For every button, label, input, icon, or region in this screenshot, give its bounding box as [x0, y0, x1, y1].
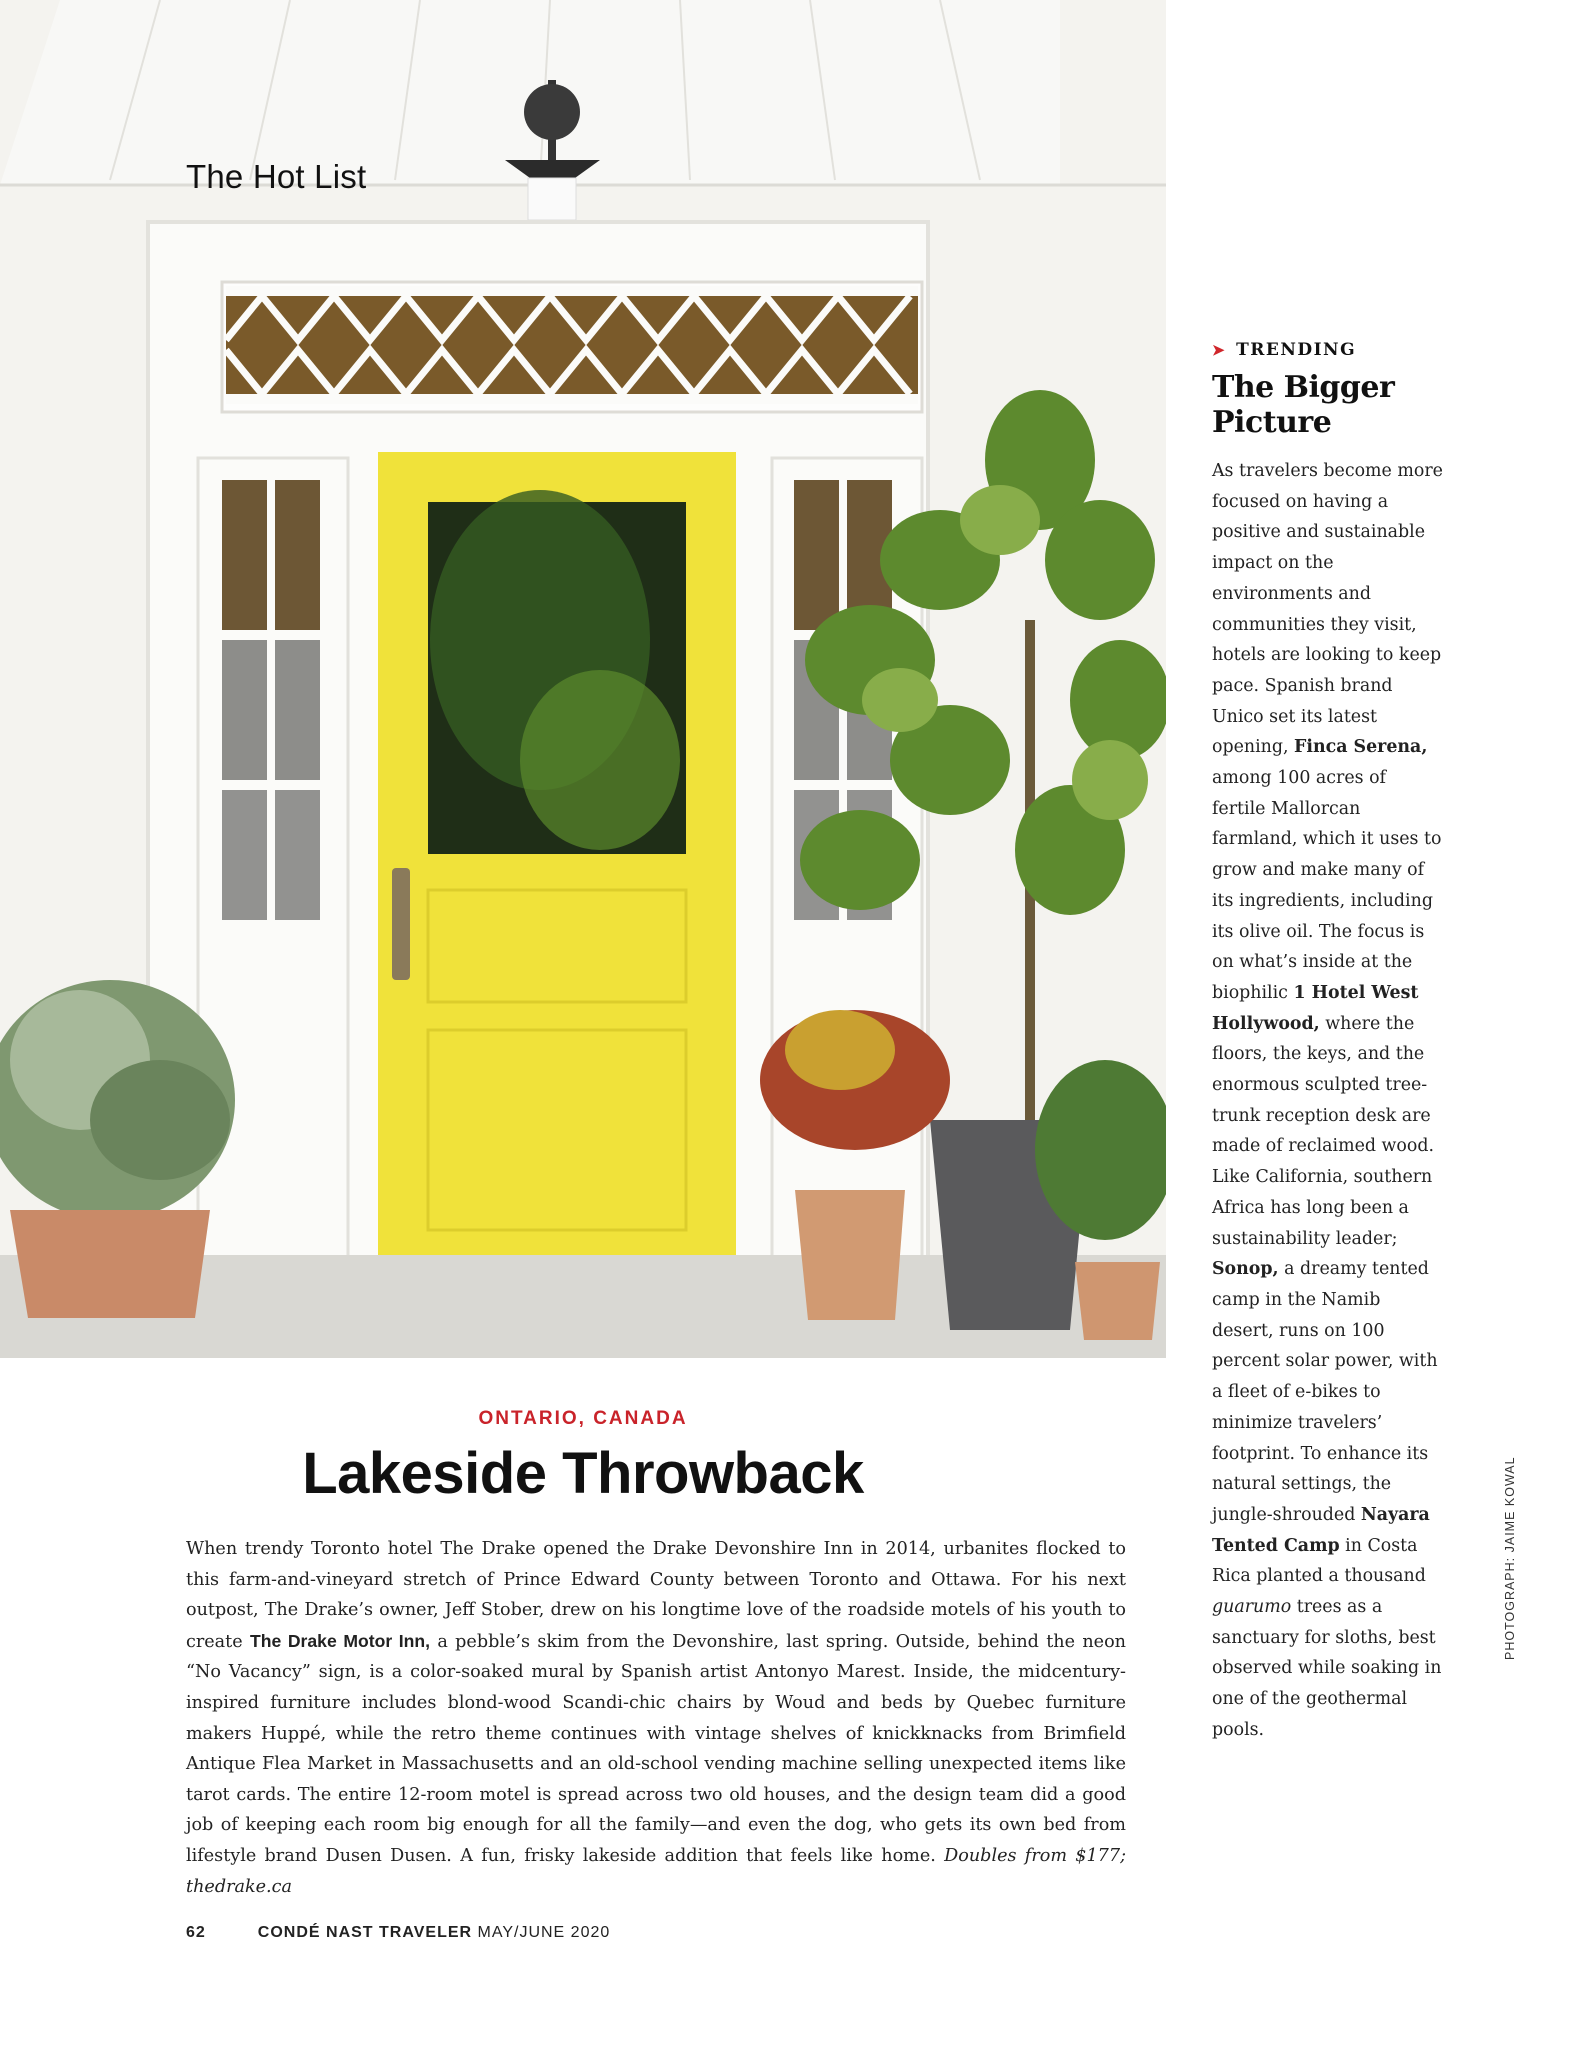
italic-term: guarumo	[1212, 1597, 1292, 1618]
sidebar	[1212, 340, 1444, 1746]
body-text: a dreamy tented camp in the Namib desert, runs on 100 percent solar power, with a fleet of e-bikes to minimize travelers’ footprint. To enhance its natural settings, the jungle-shrouded	[1212, 1259, 1438, 1525]
article-body	[186, 1534, 1126, 1902]
title-line-1: The Bigger	[1212, 370, 1395, 405]
article-headline: Lakeside Throwback	[302, 1441, 864, 1506]
arrow-icon: ➤	[1212, 341, 1227, 359]
hotel-name: Finca Serena,	[1294, 737, 1428, 758]
section-label: The Hot List	[186, 158, 367, 195]
photo-credit: PHOTOGRAPH: JAIME KOWAL	[1503, 1456, 1517, 1660]
sidebar-title	[1212, 370, 1444, 440]
body-text: among 100 acres of fertile Mallorcan farmland, which it uses to grow and make many of its ingredients, including its olive oil. The focus is on what’s inside at the biophilic	[1212, 768, 1442, 1003]
page-footer	[186, 1924, 610, 1942]
page-number: 62	[186, 1924, 206, 1941]
hotel-name: Nayara Tented Camp	[1212, 1504, 1430, 1556]
magazine-name: CONDÉ NAST TRAVELER	[257, 1924, 473, 1941]
folio	[258, 1924, 610, 1942]
hero-photo	[0, 0, 1166, 1358]
body-text: When trendy Toronto hotel The Drake opened the Drake Devonshire Inn in 2014, urbanites flocked to this farm-and-vineyard stretch of Prince Edward County between Toronto and Ottawa. For his next outpost, The Drake’s owner, Jeff Stober, drew on his longtime love of the roadside motels of his youth to create	[186, 1539, 1126, 1652]
article-dateline: ONTARIO, CANADA	[478, 1408, 688, 1429]
sidebar-body	[1212, 456, 1444, 1746]
body-text: in Costa Rica planted a thousand	[1212, 1535, 1426, 1587]
body-text: As travelers become more focused on having a positive and sustainable impact on the environments and communities they visit, hotels are looking to keep pace. Spanish brand Unico set its latest opening,	[1212, 461, 1443, 758]
hotel-name: 1 Hotel West Hollywood,	[1212, 982, 1419, 1034]
title-line-2: Picture	[1212, 405, 1332, 440]
price-info: Doubles from $177; thedrake.ca	[186, 1845, 1127, 1897]
issue-date: MAY/JUNE 2020	[477, 1924, 611, 1941]
kicker-text: TRENDING	[1236, 340, 1357, 360]
hotel-name: Sonop,	[1212, 1259, 1279, 1280]
sidebar-kicker	[1212, 340, 1444, 360]
body-text: trees as a sanctuary for sloths, best observed while soaking in one of the geothermal pools.	[1212, 1597, 1442, 1740]
body-text: a pebble’s skim from the Devonshire, last spring. Outside, behind the neon “No Vacancy” sign, is a color-soaked mural by Spanish artist Antonyo Marest. Inside, the midcentury-inspired furniture includes blond-wood Scandi-chic chairs by Woud and beds by Quebec furniture makers Huppé, while the retro theme continues with vintage shelves of knickknacks from Brimfield Antique Flea Market in Massachusetts and an old-school vending machine selling unexpected items like tarot cards. The entire 12-room motel is spread across two old houses, and the design team did a good job of keeping each room big enough for all the family—and even the dog, who gets its own bed from lifestyle brand Dusen Dusen. A fun, frisky lakeside addition that feels like home.	[186, 1631, 1126, 1866]
body-text: where the floors, the keys, and the enormous sculpted tree-trunk reception desk are made of reclaimed wood. Like California, southern Africa has long been a sustainability leader;	[1212, 1013, 1435, 1249]
hotel-name: The Drake Motor Inn,	[249, 1630, 431, 1651]
